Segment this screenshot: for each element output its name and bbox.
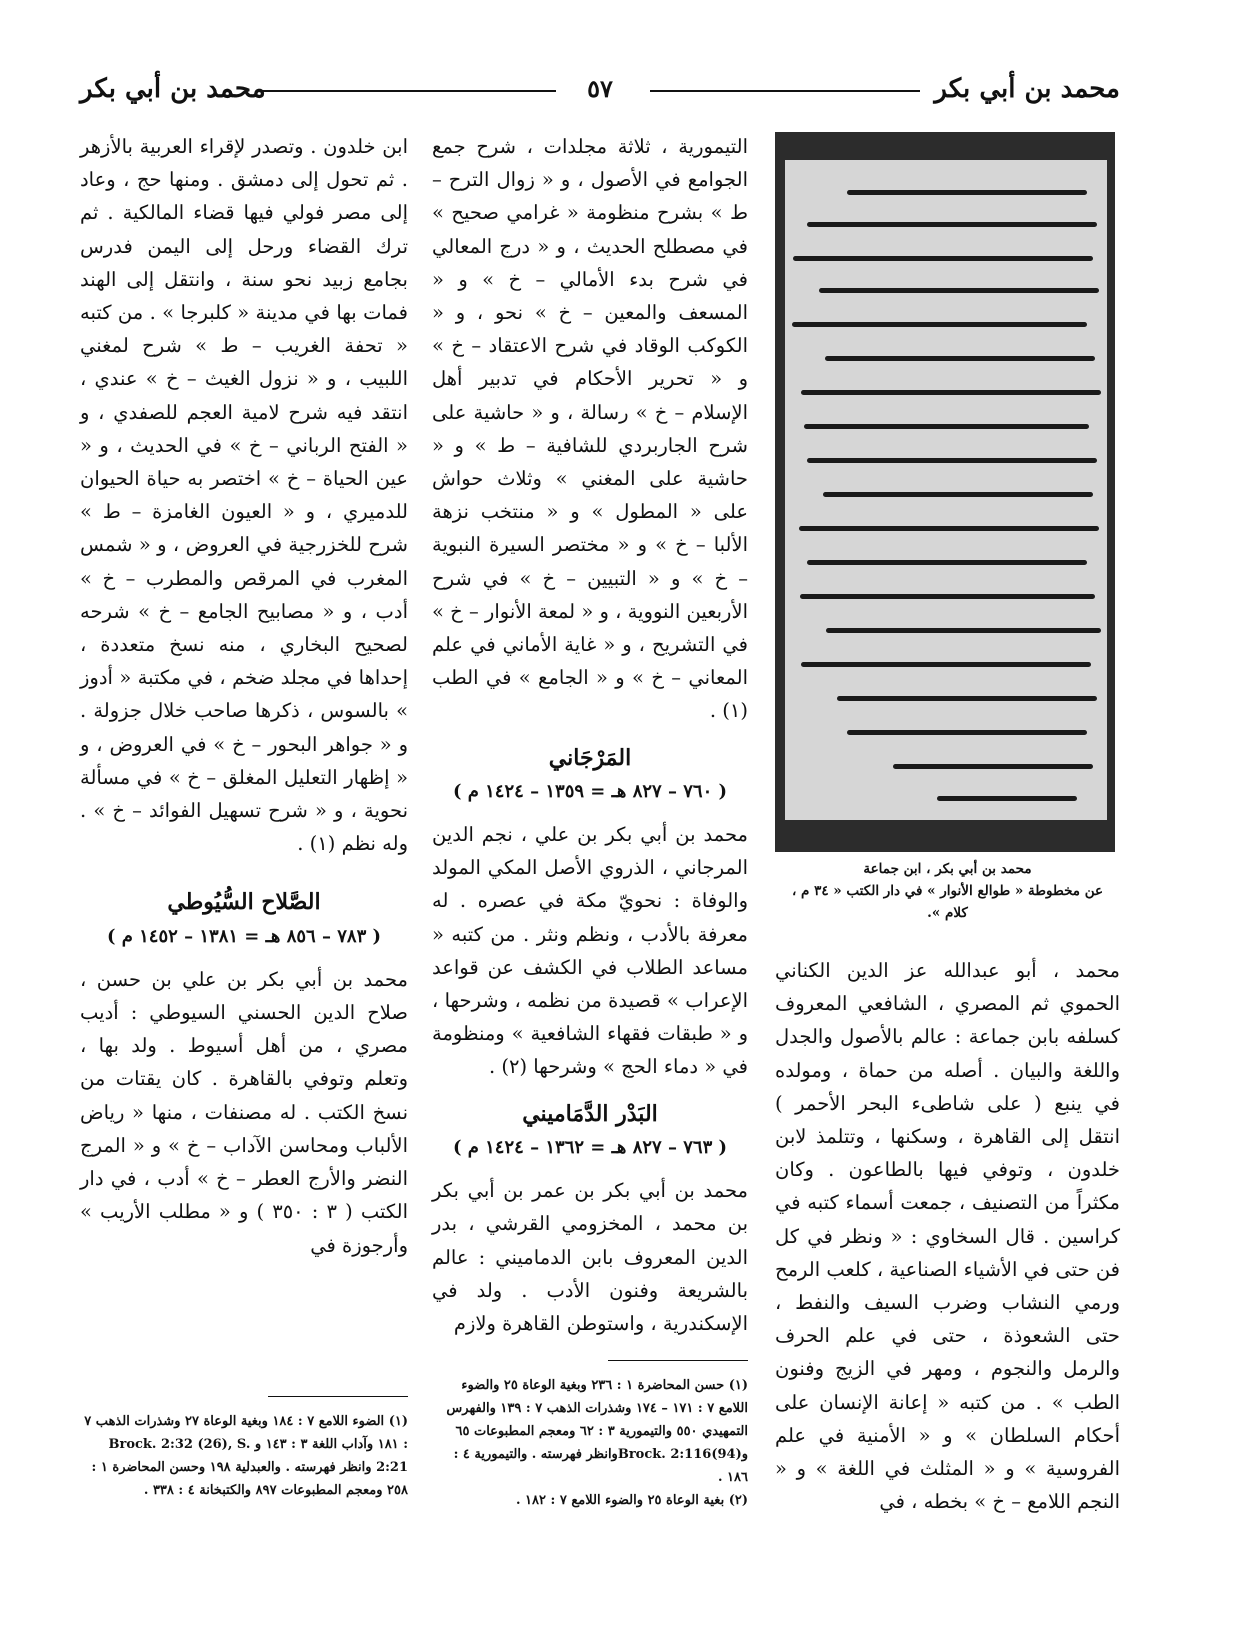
manuscript-image (775, 132, 1115, 852)
caption-line-2: عن مخطوطة « طوالع الأنوار » في دار الكتب « ٣٤ م ، (791, 883, 1104, 899)
image-caption (775, 858, 1120, 924)
page-number: ٥٧ (573, 74, 627, 103)
entry-text-damamini: محمد بن أبي بكر بن عمر بن أبي بكر بن محمد ، المخزومي القرشي ، بدر الدين المعروف بابن الدماميني : عالم بالشريعة وفنون الأدب . ولد في الإسكندرية ، واستوطن القاهرة ولازم (432, 1179, 748, 1335)
footnote-rule-left (268, 1396, 408, 1397)
entry-dates-damamini: ( ٧٦٣ – ٨٢٧ هـ = ١٣٦٢ – ١٤٢٤ م ) (452, 1136, 728, 1158)
caption-line-1: محمد بن أبي بكر ، ابن جماعة (863, 861, 1032, 877)
entry-heading-damamini: البَدْر الدَّمَاميني (522, 1100, 658, 1127)
entry-heading-suyuti: الصَّلاح السُّيُوطي (167, 889, 321, 916)
header-left-title: محمد بن أبي بكر (80, 74, 266, 104)
footnote-rule-mid (608, 1360, 748, 1361)
footnotes-left (80, 1410, 408, 1502)
footnote-mid-1: (١) حسن المحاضرة ١ : ٢٣٦ وبغية الوعاة ٢٥ والضوء اللامع ٧ : ١٧١ – ١٧٤ وشذرات الذهب ٧ : ١٣٩ والفهرس التمهيدي ٥٥٠ والتيمورية ٣ : ٦٢ ومعجم المطبوعات ٦٥ و(94)Brock. 2:116وانظر فهرسته . والتيمورية ٤ : ١٨٦ . (446, 1378, 748, 1485)
manuscript-paper (785, 160, 1107, 820)
caption-line-3: كلام ». (927, 905, 968, 921)
left-text-1: ابن خلدون . وتصدر لإقراء العربية بالأزهر . ثم تحول إلى دمشق . ومنها حج ، وعاد إلى مصر فولي فيها قضاء المالكية . ثم ترك القضاء ورحل إلى اليمن فدرس بجامع زبيد نحو سنة ، وانتقل إلى الهند فمات بها في مدينة « كلبرجا » . من كتبه « تحفة الغريب – ط » شرح لمغني اللبيب ، و « نزول الغيث – خ » عندي ، انتقد فيه شرح لامية العجم للصفدي ، و « الفتح الرباني – خ » في الحديث ، و « عين الحياة – خ » اختصر به حياة الحيوان للدميري ، و « العيون الغامزة – ط » شرح للخزرجية في العروض ، و « شمس المغرب في المرقص والمطرب – خ » أدب ، و « مصابيح الجامع – خ » شرحه لصحيح البخاري ، منه نسخ متعددة ، إحداها في مجلد ضخم ، في مكتبة « أدوز » بالسوس ، ذكرها صاحب خلال جزولة . و « جواهر البحور – خ » في العروض ، و « إظهار التعليل المغلق – خ » في مسألة نحوية ، و « شرح تسهيل الفوائد – خ » . وله نظم (١) . (80, 135, 408, 856)
entry-text-suyuti: محمد بن أبي بكر بن علي بن حسن ، صلاح الدين الحسني السيوطي : أديب مصري ، من أهل أسيوط . ولد بها ، وتعلم وتوفي بالقاهرة . كان يقتات من نسخ الكتب . له مصنفات ، منها « رياض الألباب ومحاسن الآداب – خ » و « المرج النضر والأرج العطر – خ » أدب ، في دار الكتب ( ٣ : ٣٥٠ ) و « مطلب الأريب » وأرجوزة في (80, 967, 408, 1257)
entry-heading-marjani: المَرْجَاني (548, 744, 632, 771)
middle-column (432, 130, 748, 1340)
header-right-title: محمد بن أبي بكر (934, 74, 1120, 104)
left-column (80, 130, 408, 1262)
running-header (80, 74, 1120, 114)
entry-dates-suyuti: ( ٧٨٣ – ٨٥٦ هـ = ١٣٨١ – ١٤٥٢ م ) (106, 925, 382, 947)
header-rule-left (256, 90, 556, 92)
footnote-mid-2: (٢) بغية الوعاة ٢٥ والضوء اللامع ٧ : ١٨٢ . (515, 1493, 748, 1508)
entry-dates-marjani: ( ٧٦٠ – ٨٢٧ هـ = ١٣٥٩ – ١٤٢٤ م ) (452, 780, 728, 802)
footnote-left-1: (١) الضوء اللامع ٧ : ١٨٤ وبغية الوعاة ٢٧ وشذرات الذهب ٧ : ١٨١ وآداب اللغة ٣ : ١٤٣ و Brock. 2:32 (26), S. 2:21 وانظر فهرسته . والعبدلية ١٩٨ وحسن المحاضرة ١ : ٢٥٨ ومعجم المطبوعات ٨٩٧ والكتبخانة ٤ : ٣٣٨ . (84, 1414, 408, 1498)
right-column (775, 954, 1120, 1518)
entry-text-marjani: محمد بن أبي بكر بن علي ، نجم الدين المرجاني ، الذروي الأصل المكي المولد والوفاة : نحويّ مكة في عصره . له معرفة بالأدب ، ونظم ونثر . من كتبه « مساعد الطلاب في الكشف عن قواعد الإعراب » قصيدة من نظمه ، وشرحها ، و « طبقات فقهاء الشافعية » ومنظومة في « دماء الحج » وشرحها (٢) . (432, 823, 748, 1079)
footnotes-mid (432, 1374, 748, 1512)
mid-text-1: التيمورية ، ثلاثة مجلدات ، شرح جمع الجوامع في الأصول ، و « زوال الترح – ط » بشرح منظومة « غرامي صحيح » في مصطلح الحديث ، و « درج المعالي في شرح بدء الأمالي – خ » و « المسعف والمعين – خ » نحو ، و « الكوكب الوقاد في شرح الاعتقاد – خ » و « تحرير الأحكام في تدبير أهل الإسلام – خ » رسالة ، و « حاشية على شرح الجاربردي للشافية – ط » و « حاشية على المغني » وثلاث حواش على « المطول » و « منتخب نزهة الألبا – خ » و « مختصر السيرة النبوية – خ » و « التبيين – خ » في شرح الأربعين النووية ، و « لمعة الأنوار – خ » في التشريح ، و « غاية الأماني في علم المعاني – خ » و « الجامع » في الطب (١) . (432, 135, 748, 723)
right-column-text: محمد ، أبو عبدالله عز الدين الكناني الحموي ثم المصري ، الشافعي المعروف كسلفه بابن جماعة : عالم بالأصول والجدل واللغة والبيان . أصله من حماة ، ومولده في ينبع ( على شاطىء البحر الأحمر ) انتقل إلى القاهرة ، وسكنها ، وتتلمذ لابن خلدون ، وتوفي فيها بالطاعون . وكان مكثراً من التصنيف ، جمعت أسماء كتبه في كراسين . قال السخاوي : « ونظر في كل فن حتى في الأشياء الصناعية ، كلعب الرمح ورمي النشاب وضرب السيف والنفط ، حتى الشعوذة ، حتى في علم الحرف والرمل والنجوم ، ومهر في الزيج وفنون الطب » . من كتبه « إعانة الإنسان على أحكام السلطان » و « الأمنية في علم الفروسية » و « المثلث في اللغة » و « النجم اللامع – خ » بخطه ، في (774, 959, 1120, 1514)
